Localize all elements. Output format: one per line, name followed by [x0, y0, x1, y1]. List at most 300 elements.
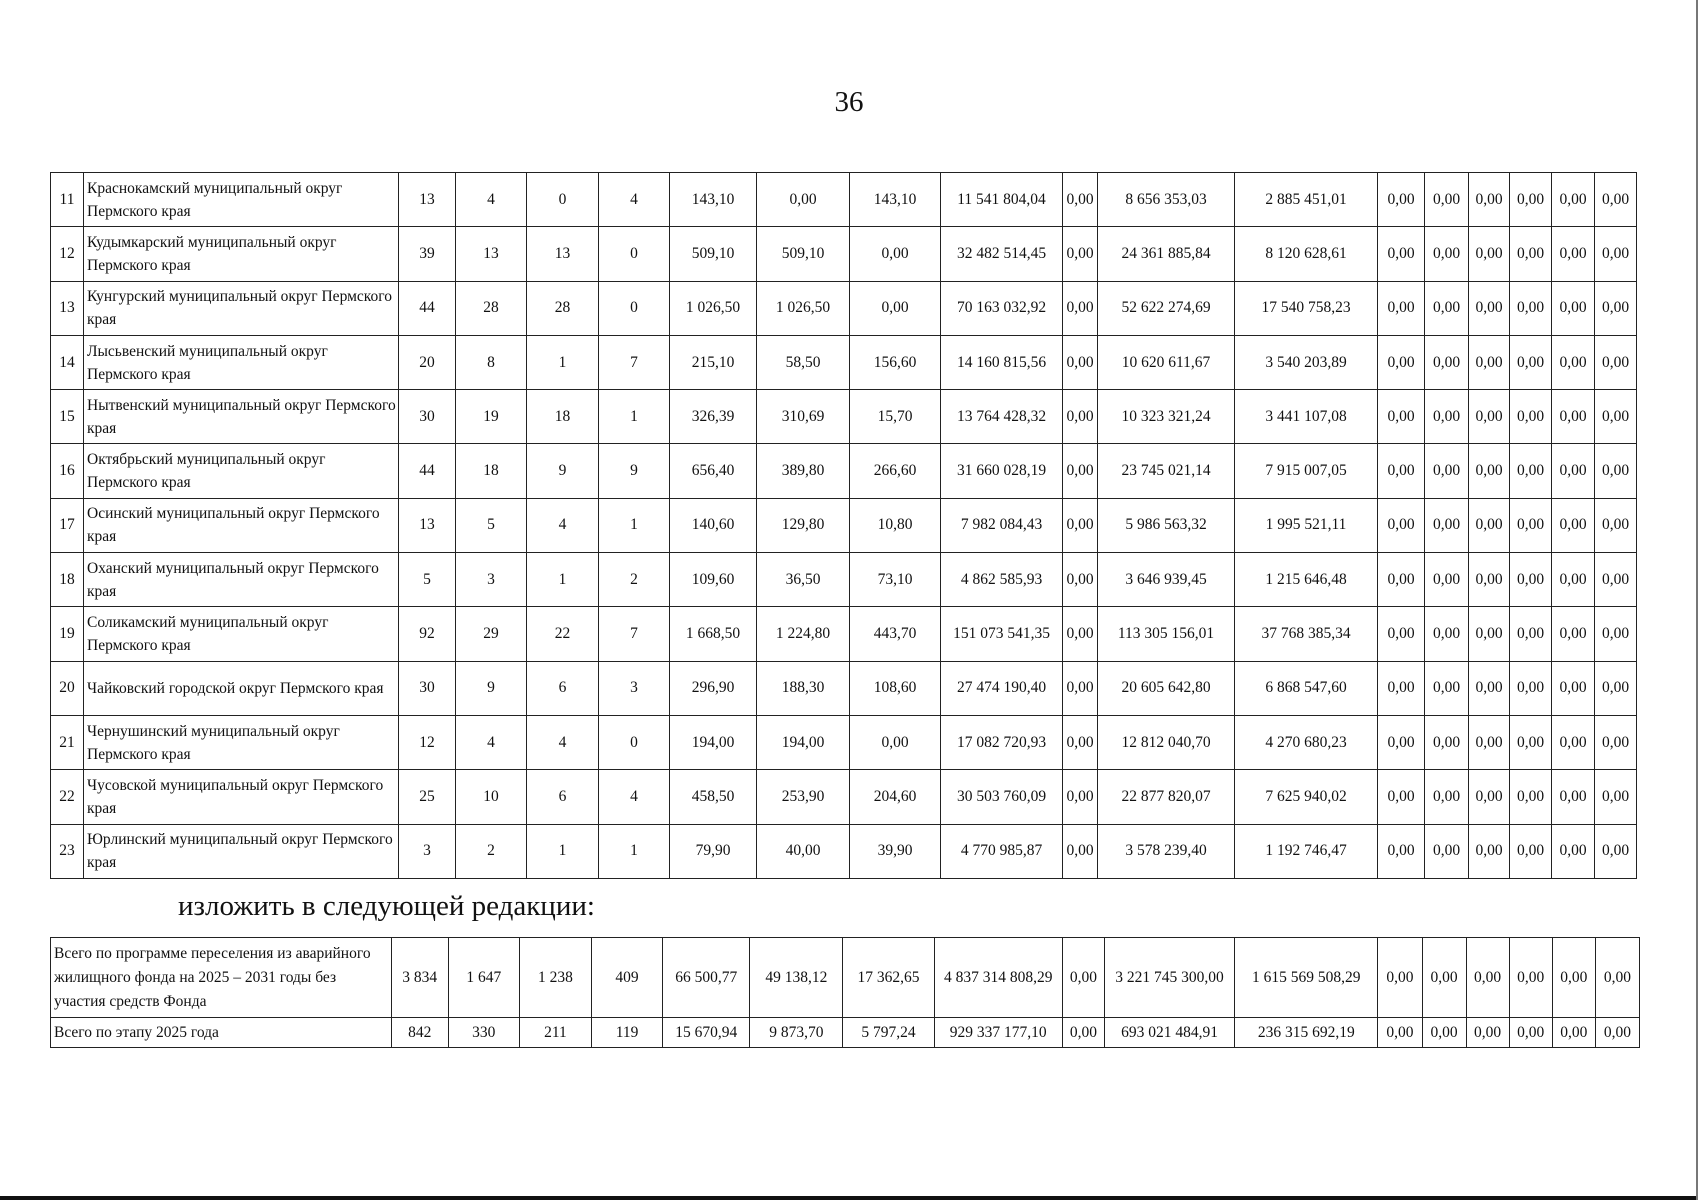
value-cell: 0,00 — [1063, 173, 1098, 227]
value-cell: 3 441 107,08 — [1235, 390, 1378, 444]
value-cell: 18 — [456, 444, 527, 498]
value-cell: 4 — [456, 173, 527, 227]
value-cell: 1 215 646,48 — [1235, 553, 1378, 607]
value-cell: 0,00 — [1552, 281, 1595, 335]
value-cell: 3 834 — [391, 938, 448, 1018]
value-cell: 5 797,24 — [843, 1018, 934, 1048]
value-cell: 52 622 274,69 — [1098, 281, 1235, 335]
value-cell: 0,00 — [1552, 715, 1595, 769]
scan-edge — [0, 1196, 1698, 1200]
district-name-cell: Чернушинский муниципальный округ Пермского края — [84, 715, 399, 769]
value-cell: 30 503 760,09 — [941, 770, 1063, 824]
district-name-cell: Кудымкарский муниципальный округ Пермского края — [84, 227, 399, 281]
value-cell: 15 670,94 — [663, 1018, 750, 1048]
value-cell: 0,00 — [1063, 553, 1098, 607]
value-cell: 0,00 — [1063, 227, 1098, 281]
value-cell: 39,90 — [850, 824, 941, 878]
value-cell: 30 — [399, 661, 456, 715]
value-cell: 79,90 — [670, 824, 757, 878]
value-cell: 0,00 — [1595, 607, 1637, 661]
page-number: 36 — [834, 86, 864, 118]
value-cell: 0,00 — [1466, 1018, 1509, 1048]
value-cell: 12 812 040,70 — [1098, 715, 1235, 769]
total-row — [51, 938, 1640, 1018]
row-number-cell: 20 — [51, 661, 84, 715]
value-cell: 0,00 — [1378, 661, 1425, 715]
district-name-cell: Оханский муниципальный округ Пермского края — [84, 553, 399, 607]
value-cell: 4 270 680,23 — [1235, 715, 1378, 769]
value-cell: 0,00 — [1466, 938, 1509, 1018]
value-cell: 109,60 — [670, 553, 757, 607]
value-cell: 0,00 — [850, 715, 941, 769]
value-cell: 108,60 — [850, 661, 941, 715]
value-cell: 0,00 — [1552, 227, 1595, 281]
row-number-cell: 17 — [51, 498, 84, 552]
row-number-cell: 18 — [51, 553, 84, 607]
value-cell: 5 986 563,32 — [1098, 498, 1235, 552]
value-cell: 693 021 484,91 — [1104, 1018, 1234, 1048]
value-cell: 0 — [527, 173, 599, 227]
value-cell: 0,00 — [1595, 1018, 1639, 1048]
value-cell: 0,00 — [1063, 335, 1098, 389]
value-cell: 0,00 — [1510, 227, 1552, 281]
value-cell: 0,00 — [1552, 824, 1595, 878]
value-cell: 0,00 — [1469, 553, 1510, 607]
value-cell: 0,00 — [1469, 715, 1510, 769]
value-cell: 143,10 — [850, 173, 941, 227]
value-cell: 0,00 — [1378, 1018, 1422, 1048]
value-cell: 10 — [456, 770, 527, 824]
value-cell: 1 — [527, 553, 599, 607]
value-cell: 188,30 — [757, 661, 850, 715]
row-number-cell: 23 — [51, 824, 84, 878]
value-cell: 13 — [399, 173, 456, 227]
value-cell: 4 770 985,87 — [941, 824, 1063, 878]
value-cell: 0,00 — [1378, 227, 1425, 281]
value-cell: 0,00 — [1378, 390, 1425, 444]
value-cell: 0,00 — [1552, 1018, 1595, 1048]
value-cell: 7 982 084,43 — [941, 498, 1063, 552]
value-cell: 0,00 — [1469, 335, 1510, 389]
row-number-cell: 15 — [51, 390, 84, 444]
value-cell: 12 — [399, 715, 456, 769]
value-cell: 0,00 — [1378, 607, 1425, 661]
value-cell: 0,00 — [1425, 227, 1469, 281]
value-cell: 58,50 — [757, 335, 850, 389]
district-name-cell: Чусовской муниципальный округ Пермского края — [84, 770, 399, 824]
value-cell: 0,00 — [1469, 281, 1510, 335]
value-cell: 44 — [399, 281, 456, 335]
district-name-cell: Осинский муниципальный округ Пермского края — [84, 498, 399, 552]
value-cell: 0,00 — [1469, 444, 1510, 498]
value-cell: 0,00 — [1595, 281, 1637, 335]
value-cell: 13 — [456, 227, 527, 281]
value-cell: 389,80 — [757, 444, 850, 498]
value-cell: 0,00 — [1425, 444, 1469, 498]
value-cell: 140,60 — [670, 498, 757, 552]
value-cell: 0,00 — [1469, 770, 1510, 824]
value-cell: 0 — [599, 281, 670, 335]
value-cell: 1 026,50 — [670, 281, 757, 335]
value-cell: 0,00 — [1063, 824, 1098, 878]
value-cell: 2 885 451,01 — [1235, 173, 1378, 227]
value-cell: 4 — [527, 498, 599, 552]
table-row — [51, 498, 1637, 552]
value-cell: 0,00 — [1469, 498, 1510, 552]
value-cell: 3 — [399, 824, 456, 878]
value-cell: 0,00 — [1425, 715, 1469, 769]
value-cell: 0,00 — [1378, 281, 1425, 335]
value-cell: 23 745 021,14 — [1098, 444, 1235, 498]
municipal-districts-table — [50, 172, 1637, 879]
value-cell: 18 — [527, 390, 599, 444]
value-cell: 0,00 — [1510, 390, 1552, 444]
value-cell: 0,00 — [1510, 770, 1552, 824]
value-cell: 0,00 — [1378, 444, 1425, 498]
table-row — [51, 173, 1637, 227]
value-cell: 39 — [399, 227, 456, 281]
value-cell: 9 873,70 — [750, 1018, 843, 1048]
value-cell: 0,00 — [1595, 227, 1637, 281]
value-cell: 211 — [519, 1018, 591, 1048]
row-number-cell: 12 — [51, 227, 84, 281]
value-cell: 156,60 — [850, 335, 941, 389]
value-cell: 0,00 — [1425, 607, 1469, 661]
value-cell: 929 337 177,10 — [934, 1018, 1062, 1048]
value-cell: 0,00 — [1510, 335, 1552, 389]
value-cell: 0,00 — [1063, 281, 1098, 335]
value-cell: 0,00 — [1063, 444, 1098, 498]
value-cell: 0,00 — [1063, 715, 1098, 769]
value-cell: 0,00 — [1425, 553, 1469, 607]
value-cell: 4 — [599, 173, 670, 227]
value-cell: 0,00 — [1552, 390, 1595, 444]
value-cell: 13 — [399, 498, 456, 552]
value-cell: 194,00 — [757, 715, 850, 769]
value-cell: 0,00 — [1062, 1018, 1104, 1048]
value-cell: 1 — [599, 390, 670, 444]
value-cell: 0,00 — [1510, 661, 1552, 715]
value-cell: 1 — [527, 824, 599, 878]
value-cell: 0,00 — [1595, 553, 1637, 607]
value-cell: 143,10 — [670, 173, 757, 227]
value-cell: 27 474 190,40 — [941, 661, 1063, 715]
value-cell: 0,00 — [1510, 715, 1552, 769]
value-cell: 0,00 — [850, 281, 941, 335]
value-cell: 0,00 — [1552, 444, 1595, 498]
value-cell: 3 578 239,40 — [1098, 824, 1235, 878]
value-cell: 0,00 — [1469, 661, 1510, 715]
value-cell: 5 — [456, 498, 527, 552]
value-cell: 15,70 — [850, 390, 941, 444]
value-cell: 0,00 — [1063, 390, 1098, 444]
value-cell: 0 — [599, 715, 670, 769]
value-cell: 0,00 — [1469, 390, 1510, 444]
value-cell: 0,00 — [1595, 173, 1637, 227]
table-row — [51, 770, 1637, 824]
value-cell: 409 — [591, 938, 662, 1018]
value-cell: 0,00 — [1422, 1018, 1466, 1048]
value-cell: 0,00 — [1378, 553, 1425, 607]
value-cell: 11 541 804,04 — [941, 173, 1063, 227]
value-cell: 8 656 353,03 — [1098, 173, 1235, 227]
value-cell: 0,00 — [1595, 715, 1637, 769]
value-cell: 0,00 — [1595, 335, 1637, 389]
value-cell: 14 160 815,56 — [941, 335, 1063, 389]
value-cell: 0,00 — [1469, 824, 1510, 878]
value-cell: 3 221 745 300,00 — [1104, 938, 1234, 1018]
value-cell: 266,60 — [850, 444, 941, 498]
value-cell: 215,10 — [670, 335, 757, 389]
row-number-cell: 11 — [51, 173, 84, 227]
value-cell: 32 482 514,45 — [941, 227, 1063, 281]
value-cell: 22 — [527, 607, 599, 661]
value-cell: 4 837 314 808,29 — [934, 938, 1062, 1018]
value-cell: 2 — [599, 553, 670, 607]
value-cell: 119 — [591, 1018, 662, 1048]
value-cell: 0,00 — [1378, 715, 1425, 769]
district-name-cell: Юрлинский муниципальный округ Пермского края — [84, 824, 399, 878]
value-cell: 0,00 — [1552, 607, 1595, 661]
value-cell: 0,00 — [1378, 824, 1425, 878]
value-cell: 151 073 541,35 — [941, 607, 1063, 661]
value-cell: 509,10 — [670, 227, 757, 281]
value-cell: 0,00 — [1552, 335, 1595, 389]
value-cell: 17 362,65 — [843, 938, 934, 1018]
value-cell: 8 120 628,61 — [1235, 227, 1378, 281]
value-cell: 0,00 — [1595, 390, 1637, 444]
value-cell: 92 — [399, 607, 456, 661]
table-row — [51, 444, 1637, 498]
value-cell: 1 615 569 508,29 — [1235, 938, 1378, 1018]
row-number-cell: 16 — [51, 444, 84, 498]
value-cell: 0,00 — [1063, 498, 1098, 552]
table-row — [51, 715, 1637, 769]
value-cell: 0,00 — [757, 173, 850, 227]
row-number-cell: 19 — [51, 607, 84, 661]
value-cell: 66 500,77 — [663, 938, 750, 1018]
value-cell: 30 — [399, 390, 456, 444]
district-name-cell: Октябрьский муниципальный округ Пермского края — [84, 444, 399, 498]
value-cell: 0,00 — [1378, 335, 1425, 389]
value-cell: 310,69 — [757, 390, 850, 444]
value-cell: 0,00 — [1378, 173, 1425, 227]
table-row — [51, 661, 1637, 715]
value-cell: 204,60 — [850, 770, 941, 824]
value-cell: 40,00 — [757, 824, 850, 878]
value-cell: 0,00 — [1425, 281, 1469, 335]
district-name-cell: Соликамский муниципальный округ Пермского края — [84, 607, 399, 661]
value-cell: 4 — [527, 715, 599, 769]
value-cell: 7 — [599, 335, 670, 389]
value-cell: 253,90 — [757, 770, 850, 824]
total-label-cell: Всего по программе переселения из аварийного жилищного фонда на 2025 – 2031 годы без участия средств Фонда — [51, 938, 392, 1018]
value-cell: 656,40 — [670, 444, 757, 498]
value-cell: 25 — [399, 770, 456, 824]
value-cell: 0,00 — [1062, 938, 1104, 1018]
value-cell: 9 — [456, 661, 527, 715]
table-row — [51, 390, 1637, 444]
edit-instruction: изложить в следующей редакции: — [178, 890, 595, 922]
table-row — [51, 824, 1637, 878]
value-cell: 0,00 — [1510, 444, 1552, 498]
value-cell: 0,00 — [1469, 607, 1510, 661]
value-cell: 1 224,80 — [757, 607, 850, 661]
value-cell: 0,00 — [1063, 661, 1098, 715]
value-cell: 509,10 — [757, 227, 850, 281]
value-cell: 0,00 — [1425, 824, 1469, 878]
value-cell: 1 995 521,11 — [1235, 498, 1378, 552]
value-cell: 6 — [527, 661, 599, 715]
row-number-cell: 13 — [51, 281, 84, 335]
value-cell: 0,00 — [1425, 335, 1469, 389]
value-cell: 7 — [599, 607, 670, 661]
value-cell: 1 — [599, 498, 670, 552]
value-cell: 0,00 — [1425, 770, 1469, 824]
value-cell: 73,10 — [850, 553, 941, 607]
value-cell: 0,00 — [1595, 661, 1637, 715]
value-cell: 29 — [456, 607, 527, 661]
value-cell: 129,80 — [757, 498, 850, 552]
row-number-cell: 22 — [51, 770, 84, 824]
value-cell: 17 540 758,23 — [1235, 281, 1378, 335]
row-number-cell: 14 — [51, 335, 84, 389]
value-cell: 0,00 — [1469, 227, 1510, 281]
value-cell: 22 877 820,07 — [1098, 770, 1235, 824]
value-cell: 0,00 — [1552, 661, 1595, 715]
value-cell: 9 — [527, 444, 599, 498]
value-cell: 0,00 — [1595, 444, 1637, 498]
row-number-cell: 21 — [51, 715, 84, 769]
value-cell: 0,00 — [1378, 770, 1425, 824]
value-cell: 36,50 — [757, 553, 850, 607]
value-cell: 0,00 — [1510, 498, 1552, 552]
value-cell: 194,00 — [670, 715, 757, 769]
value-cell: 1 238 — [519, 938, 591, 1018]
value-cell: 0,00 — [1510, 824, 1552, 878]
district-name-cell: Краснокамский муниципальный округ Пермского края — [84, 173, 399, 227]
value-cell: 0,00 — [1425, 173, 1469, 227]
value-cell: 28 — [527, 281, 599, 335]
value-cell: 0,00 — [1425, 390, 1469, 444]
value-cell: 6 — [527, 770, 599, 824]
district-name-cell: Нытвенский муниципальный округ Пермского края — [84, 390, 399, 444]
value-cell: 3 — [456, 553, 527, 607]
district-name-cell: Лысьвенский муниципальный округ Пермского края — [84, 335, 399, 389]
value-cell: 4 — [456, 715, 527, 769]
value-cell: 10 323 321,24 — [1098, 390, 1235, 444]
table-row — [51, 281, 1637, 335]
value-cell: 49 138,12 — [750, 938, 843, 1018]
value-cell: 3 540 203,89 — [1235, 335, 1378, 389]
value-cell: 10,80 — [850, 498, 941, 552]
value-cell: 6 868 547,60 — [1235, 661, 1378, 715]
value-cell: 20 605 642,80 — [1098, 661, 1235, 715]
value-cell: 7 915 007,05 — [1235, 444, 1378, 498]
total-label-cell: Всего по этапу 2025 года — [51, 1018, 392, 1048]
value-cell: 8 — [456, 335, 527, 389]
total-row — [51, 1018, 1640, 1048]
value-cell: 9 — [599, 444, 670, 498]
value-cell: 10 620 611,67 — [1098, 335, 1235, 389]
value-cell: 0,00 — [1595, 770, 1637, 824]
value-cell: 236 315 692,19 — [1235, 1018, 1378, 1048]
value-cell: 842 — [391, 1018, 448, 1048]
value-cell: 0,00 — [1509, 1018, 1552, 1048]
value-cell: 326,39 — [670, 390, 757, 444]
value-cell: 1 647 — [448, 938, 519, 1018]
value-cell: 7 625 940,02 — [1235, 770, 1378, 824]
value-cell: 0,00 — [1063, 770, 1098, 824]
value-cell: 0,00 — [1595, 498, 1637, 552]
value-cell: 2 — [456, 824, 527, 878]
value-cell: 0,00 — [1510, 553, 1552, 607]
value-cell: 0,00 — [1552, 938, 1595, 1018]
value-cell: 0,00 — [1552, 173, 1595, 227]
value-cell: 113 305 156,01 — [1098, 607, 1235, 661]
value-cell: 0,00 — [1595, 824, 1637, 878]
value-cell: 443,70 — [850, 607, 941, 661]
value-cell: 0,00 — [1378, 498, 1425, 552]
totals-table — [50, 937, 1640, 1048]
value-cell: 13 764 428,32 — [941, 390, 1063, 444]
value-cell: 0,00 — [1378, 938, 1422, 1018]
value-cell: 458,50 — [670, 770, 757, 824]
value-cell: 1 — [527, 335, 599, 389]
value-cell: 1 026,50 — [757, 281, 850, 335]
value-cell: 0 — [599, 227, 670, 281]
value-cell: 70 163 032,92 — [941, 281, 1063, 335]
table-row — [51, 335, 1637, 389]
value-cell: 0,00 — [1510, 173, 1552, 227]
value-cell: 0,00 — [1063, 607, 1098, 661]
value-cell: 4 862 585,93 — [941, 553, 1063, 607]
value-cell: 0,00 — [1510, 281, 1552, 335]
value-cell: 0,00 — [1510, 607, 1552, 661]
value-cell: 44 — [399, 444, 456, 498]
value-cell: 24 361 885,84 — [1098, 227, 1235, 281]
value-cell: 31 660 028,19 — [941, 444, 1063, 498]
value-cell: 28 — [456, 281, 527, 335]
table-row — [51, 553, 1637, 607]
value-cell: 20 — [399, 335, 456, 389]
value-cell: 0,00 — [1552, 553, 1595, 607]
value-cell: 0,00 — [1595, 938, 1639, 1018]
table-row — [51, 227, 1637, 281]
value-cell: 330 — [448, 1018, 519, 1048]
value-cell: 1 192 746,47 — [1235, 824, 1378, 878]
value-cell: 13 — [527, 227, 599, 281]
district-name-cell: Кунгурский муниципальный округ Пермского края — [84, 281, 399, 335]
value-cell: 19 — [456, 390, 527, 444]
value-cell: 0,00 — [1422, 938, 1466, 1018]
value-cell: 296,90 — [670, 661, 757, 715]
value-cell: 4 — [599, 770, 670, 824]
value-cell: 0,00 — [1552, 770, 1595, 824]
value-cell: 3 646 939,45 — [1098, 553, 1235, 607]
value-cell: 5 — [399, 553, 456, 607]
value-cell: 0,00 — [850, 227, 941, 281]
table-row — [51, 607, 1637, 661]
value-cell: 17 082 720,93 — [941, 715, 1063, 769]
value-cell: 0,00 — [1425, 661, 1469, 715]
value-cell: 1 668,50 — [670, 607, 757, 661]
value-cell: 0,00 — [1552, 498, 1595, 552]
district-name-cell: Чайковский городской округ Пермского края — [84, 661, 399, 715]
value-cell: 0,00 — [1469, 173, 1510, 227]
value-cell: 1 — [599, 824, 670, 878]
value-cell: 0,00 — [1425, 498, 1469, 552]
